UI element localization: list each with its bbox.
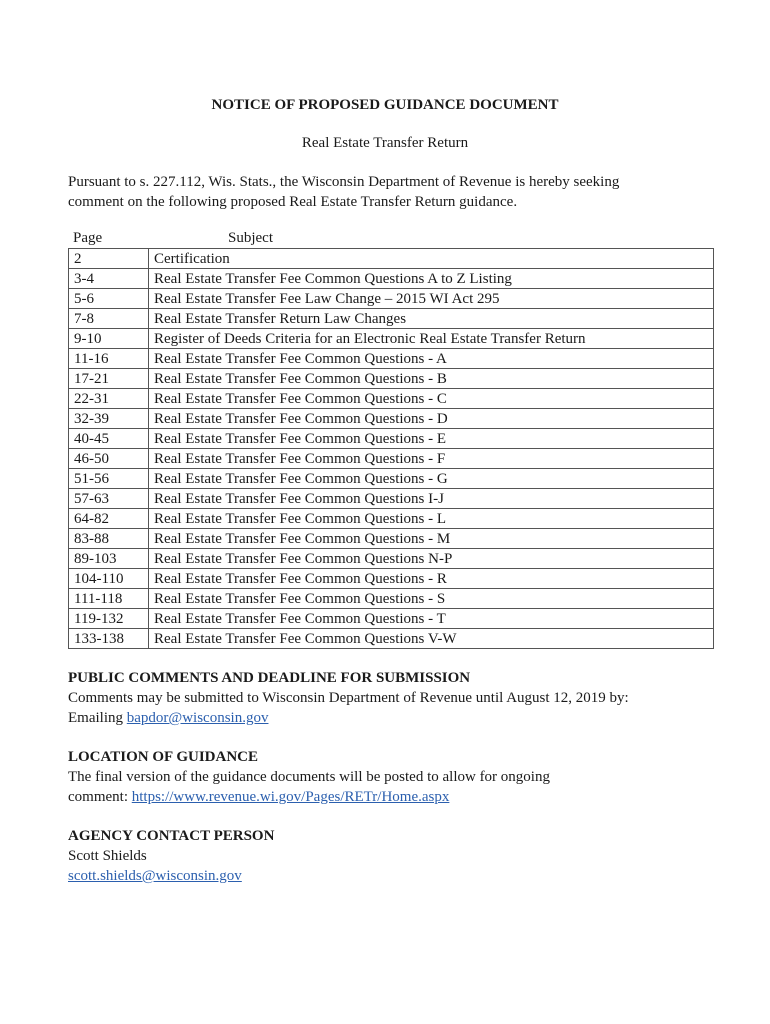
contact-email-link[interactable]: scott.shields@wisconsin.gov (68, 868, 242, 884)
document-subtitle: Real Estate Transfer Return (301, 135, 469, 151)
intro-line-2: comment on the following proposed Real Estate Transfer Return guidance. (68, 194, 518, 210)
subject-cell: Real Estate Transfer Fee Common Questions - R (149, 569, 714, 589)
public-comments-section (68, 668, 718, 728)
subject-cell: Real Estate Transfer Fee Common Questions - T (149, 609, 714, 629)
subject-cell: Real Estate Transfer Fee Common Questions - B (149, 369, 714, 389)
table-body (68, 248, 714, 649)
page-cell: 40-45 (69, 429, 149, 449)
page-cell: 104-110 (69, 569, 149, 589)
page-cell: 119-132 (69, 609, 149, 629)
page-cell: 9-10 (69, 329, 149, 349)
subject-cell: Register of Deeds Criteria for an Electronic Real Estate Transfer Return (149, 329, 714, 349)
table-row (69, 449, 714, 469)
subject-cell: Real Estate Transfer Fee Common Questions - F (149, 449, 714, 469)
page-cell: 64-82 (69, 509, 149, 529)
page-cell: 57-63 (69, 489, 149, 509)
page-cell: 51-56 (69, 469, 149, 489)
table-header (68, 229, 714, 248)
table-row (69, 429, 714, 449)
table-row (69, 409, 714, 429)
table-row (69, 629, 714, 649)
subject-cell: Real Estate Transfer Return Law Changes (149, 309, 714, 329)
table-row (69, 609, 714, 629)
page-cell: 3-4 (69, 269, 149, 289)
table-row (69, 589, 714, 609)
subject-cell: Real Estate Transfer Fee Common Questions - G (149, 469, 714, 489)
table-row (69, 389, 714, 409)
page-cell: 5-6 (69, 289, 149, 309)
table-row (69, 269, 714, 289)
page-cell: 7-8 (69, 309, 149, 329)
public-comments-line-1: Comments may be submitted to Wisconsin Department of Revenue until August 12, 2019 by: (68, 690, 629, 706)
public-comments-heading: PUBLIC COMMENTS AND DEADLINE FOR SUBMISSION (68, 670, 471, 686)
page-cell: 22-31 (69, 389, 149, 409)
guidance-url-link[interactable]: https://www.revenue.wi.gov/Pages/RETr/Home.aspx (131, 789, 450, 805)
location-line-1: The final version of the guidance documents will be posted to allow for ongoing (68, 769, 550, 785)
page-cell: 83-88 (69, 529, 149, 549)
subject-cell: Real Estate Transfer Fee Common Questions - M (149, 529, 714, 549)
guidance-table (68, 229, 714, 649)
subject-cell: Real Estate Transfer Fee Common Questions - A (149, 349, 714, 369)
table-row (69, 489, 714, 509)
document-title: NOTICE OF PROPOSED GUIDANCE DOCUMENT (211, 97, 559, 113)
contact-name: Scott Shields (68, 848, 147, 864)
page-cell: 11-16 (69, 349, 149, 369)
subject-cell: Real Estate Transfer Fee Common Questions V-W (149, 629, 714, 649)
subject-cell: Real Estate Transfer Fee Common Questions - C (149, 389, 714, 409)
page-cell: 46-50 (69, 449, 149, 469)
table-row (69, 569, 714, 589)
intro-line-1: Pursuant to s. 227.112, Wis. Stats., the Wisconsin Department of Revenue is hereby seeking (68, 174, 620, 190)
contact-section (68, 826, 718, 886)
table-row (69, 289, 714, 309)
subject-cell: Real Estate Transfer Fee Common Questions A to Z Listing (149, 269, 714, 289)
subject-cell: Real Estate Transfer Fee Common Questions - L (149, 509, 714, 529)
table-row (69, 369, 714, 389)
subject-cell: Real Estate Transfer Fee Common Questions N-P (149, 549, 714, 569)
page-cell: 17-21 (69, 369, 149, 389)
table-row (69, 509, 714, 529)
table-row (69, 309, 714, 329)
table-row (69, 349, 714, 369)
subject-cell: Real Estate Transfer Fee Common Questions - E (149, 429, 714, 449)
comments-email-link[interactable]: bapdor@wisconsin.gov (126, 710, 269, 726)
table-row (69, 329, 714, 349)
table-row (69, 469, 714, 489)
subject-cell: Real Estate Transfer Fee Common Questions - S (149, 589, 714, 609)
subject-cell: Certification (149, 249, 714, 269)
comment-label: comment: (68, 789, 132, 805)
table-row (69, 249, 714, 269)
page-cell: 89-103 (69, 549, 149, 569)
location-heading: LOCATION OF GUIDANCE (68, 749, 259, 765)
contact-heading: AGENCY CONTACT PERSON (68, 828, 275, 844)
header-page: Page (73, 230, 103, 246)
intro-paragraph (68, 172, 708, 212)
subject-cell: Real Estate Transfer Fee Common Questions I-J (149, 489, 714, 509)
page-cell: 111-118 (69, 589, 149, 609)
table-row (69, 549, 714, 569)
header-subject: Subject (228, 230, 273, 246)
subject-cell: Real Estate Transfer Fee Law Change – 2015 WI Act 295 (149, 289, 714, 309)
table-row (69, 529, 714, 549)
location-section (68, 747, 718, 807)
public-comments-line-2 (68, 708, 718, 728)
emailing-label: Emailing (68, 710, 127, 726)
page-cell: 133-138 (69, 629, 149, 649)
page-cell: 32-39 (69, 409, 149, 429)
page-cell: 2 (69, 249, 149, 269)
subject-cell: Real Estate Transfer Fee Common Questions - D (149, 409, 714, 429)
location-line-2 (68, 787, 718, 807)
